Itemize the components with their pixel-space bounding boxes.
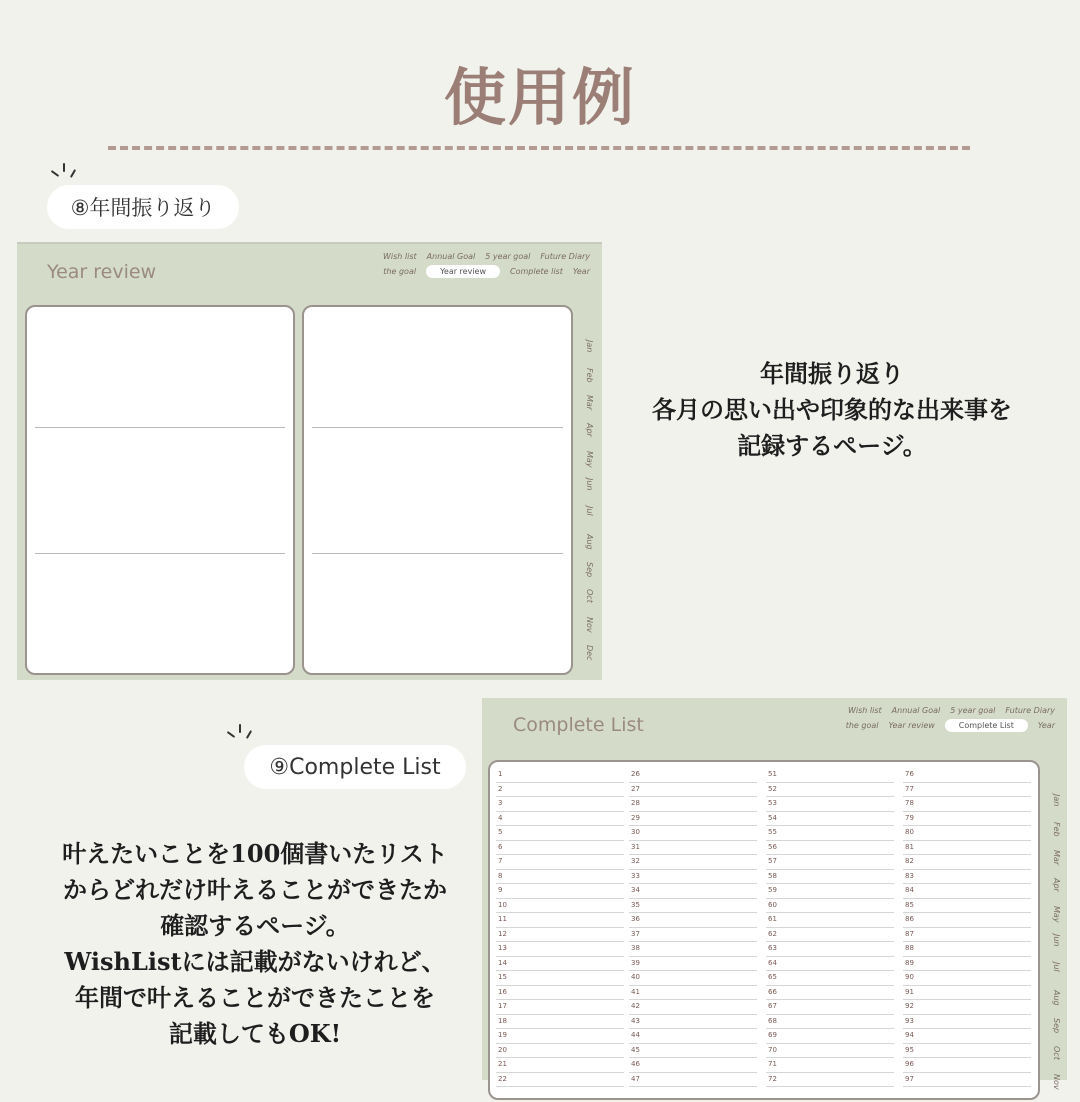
list-item[interactable]: [629, 1044, 757, 1059]
month-tab[interactable]: Dec: [585, 644, 594, 661]
list-item[interactable]: [629, 841, 757, 856]
nav-tab[interactable]: 5 year goal: [950, 706, 996, 715]
complete-list-page-title: Complete List: [513, 714, 644, 736]
list-item[interactable]: [766, 855, 894, 870]
month-tab[interactable]: Sep: [1052, 1018, 1061, 1034]
list-item-number: 97: [905, 1074, 914, 1083]
list-item[interactable]: [496, 768, 624, 783]
list-item-number: 8: [498, 871, 503, 880]
list-item[interactable]: [629, 884, 757, 899]
list-item-number: 13: [498, 944, 507, 952]
list-item-number: 79: [905, 813, 914, 822]
list-item-number: 67: [768, 1002, 777, 1010]
list-item-number: 94: [905, 1031, 914, 1039]
review-card-right: [302, 305, 573, 675]
list-column: [496, 768, 624, 1087]
month-tab[interactable]: Apr: [585, 423, 594, 437]
section-label-year-review: ⑧年間振り返り: [47, 185, 239, 229]
list-item-number: 27: [631, 784, 640, 793]
list-item[interactable]: [903, 1073, 1031, 1088]
nav-tab[interactable]: Annual Goal: [426, 252, 476, 261]
list-item[interactable]: [496, 884, 624, 899]
page-title: 使用例: [443, 61, 636, 134]
list-item[interactable]: [496, 870, 624, 885]
list-item[interactable]: [629, 971, 757, 986]
list-item[interactable]: [629, 957, 757, 972]
list-item-number: 40: [631, 973, 640, 981]
nav-tab[interactable]: Wish list: [848, 706, 882, 715]
month-tab[interactable]: Oct: [1052, 1046, 1061, 1060]
list-item[interactable]: [903, 1015, 1031, 1030]
complete-list-description: [30, 836, 480, 1052]
list-item[interactable]: [903, 855, 1031, 870]
month-index: [1052, 794, 1061, 1102]
list-column: [629, 768, 757, 1087]
list-item[interactable]: [766, 783, 894, 798]
list-item-number: 96: [905, 1060, 914, 1068]
list-item[interactable]: [496, 1044, 624, 1059]
list-item[interactable]: [903, 812, 1031, 827]
list-item[interactable]: [496, 1073, 624, 1088]
list-item[interactable]: [766, 899, 894, 914]
list-column: [766, 768, 894, 1087]
list-item-number: 42: [631, 1002, 640, 1010]
list-item[interactable]: [629, 1029, 757, 1044]
list-item[interactable]: [496, 1015, 624, 1030]
list-item-number: 14: [498, 958, 507, 967]
month-tab[interactable]: Mar: [585, 395, 594, 411]
list-item-number: 6: [498, 842, 503, 851]
list-item[interactable]: [496, 913, 624, 928]
list-item[interactable]: [496, 855, 624, 870]
month-tab[interactable]: Nov: [585, 616, 594, 633]
nav-tab[interactable]: Year: [572, 267, 590, 276]
list-item[interactable]: [496, 928, 624, 943]
month-tab[interactable]: Jan: [1052, 794, 1061, 807]
description-line: 各月の思い出や印象的な出来事を: [652, 395, 1012, 424]
list-item-number: 78: [905, 799, 914, 807]
list-item[interactable]: [766, 942, 894, 957]
list-item[interactable]: [766, 826, 894, 841]
year-review-description: [632, 356, 1032, 464]
month-tab[interactable]: Oct: [585, 589, 594, 604]
list-item[interactable]: [629, 1073, 757, 1088]
list-item-number: 83: [905, 871, 914, 880]
list-item-number: 9: [498, 886, 503, 894]
month-tab[interactable]: May: [585, 450, 594, 468]
list-item-number: 35: [631, 900, 640, 909]
list-item-number: 7: [498, 857, 503, 865]
list-item-number: 93: [905, 1016, 914, 1025]
list-item-number: 44: [631, 1031, 640, 1039]
nav-tab-active[interactable]: Year review: [426, 265, 500, 278]
list-item[interactable]: [766, 1058, 894, 1073]
list-item[interactable]: [496, 812, 624, 827]
review-card-left: [25, 305, 295, 675]
description-line: 記載してもOK!: [168, 1019, 342, 1048]
list-item[interactable]: [903, 986, 1031, 1001]
month-tab[interactable]: Aug: [585, 533, 594, 550]
list-item-number: 64: [768, 958, 777, 967]
list-item-number: 92: [905, 1002, 914, 1010]
month-tab[interactable]: Feb: [585, 367, 594, 383]
list-item-number: 53: [768, 799, 777, 807]
list-item-number: 65: [768, 973, 777, 981]
list-item[interactable]: [629, 1000, 757, 1015]
sparkle-icon: [48, 163, 82, 183]
list-item[interactable]: [629, 855, 757, 870]
list-item-number: 88: [905, 944, 914, 952]
month-tab[interactable]: Jan: [585, 340, 594, 353]
list-item[interactable]: [903, 899, 1031, 914]
list-item[interactable]: [629, 870, 757, 885]
list-item[interactable]: [903, 1044, 1031, 1059]
list-item[interactable]: [629, 986, 757, 1001]
list-item-number: 62: [768, 929, 777, 938]
list-item[interactable]: [766, 812, 894, 827]
list-item-number: 38: [631, 944, 640, 952]
list-item-number: 16: [498, 987, 507, 996]
month-tab[interactable]: Mar: [1052, 850, 1061, 866]
list-item[interactable]: [766, 870, 894, 885]
list-item-number: 84: [905, 886, 914, 894]
description-line: 記録するページ。: [737, 431, 927, 460]
description-line: WishListには記載がないけれど、: [64, 947, 446, 976]
list-item-number: 12: [498, 929, 507, 938]
list-item[interactable]: [766, 957, 894, 972]
sparkle-icon: [224, 724, 258, 744]
list-item[interactable]: [903, 768, 1031, 783]
list-item-number: 10: [498, 900, 507, 909]
list-item[interactable]: [496, 841, 624, 856]
list-item-number: 36: [631, 915, 640, 923]
list-item-number: 76: [905, 770, 914, 778]
list-item[interactable]: [629, 826, 757, 841]
title-divider: [108, 146, 970, 150]
description-line: 年間で叶えることができたことを: [75, 983, 435, 1012]
nav-tab[interactable]: 5 year goal: [485, 252, 531, 261]
complete-list-card: [488, 760, 1040, 1100]
description-line: 確認するページ。: [160, 911, 350, 940]
list-item[interactable]: [629, 1058, 757, 1073]
list-item-number: 89: [905, 958, 914, 967]
month-tab[interactable]: Jun: [1052, 934, 1061, 947]
list-item-number: 54: [768, 813, 777, 822]
list-item-number: 68: [768, 1016, 777, 1025]
month-index: [585, 340, 594, 672]
month-tab[interactable]: Aug: [1052, 990, 1061, 1006]
list-item-number: 28: [631, 799, 640, 807]
list-item-number: 1: [498, 770, 503, 778]
list-item-number: 34: [631, 886, 640, 894]
list-item-number: 19: [498, 1031, 507, 1039]
list-item-number: 70: [768, 1045, 777, 1054]
list-item[interactable]: [766, 768, 894, 783]
list-item[interactable]: [766, 884, 894, 899]
list-item[interactable]: [496, 1029, 624, 1044]
list-item[interactable]: [496, 971, 624, 986]
list-item-number: 66: [768, 987, 777, 996]
nav-row-1: [373, 252, 590, 261]
list-item-number: 37: [631, 929, 640, 938]
list-item-number: 32: [631, 857, 640, 865]
list-item[interactable]: [903, 884, 1031, 899]
nav-tab[interactable]: Year review: [888, 721, 935, 730]
list-item[interactable]: [629, 768, 757, 783]
list-item-number: 30: [631, 828, 640, 836]
list-item[interactable]: [496, 1058, 624, 1073]
list-item[interactable]: [766, 797, 894, 812]
nav-tab[interactable]: Future Diary: [540, 252, 590, 261]
list-item[interactable]: [629, 783, 757, 798]
section-label-complete-list: ⑨Complete List: [244, 745, 466, 789]
list-item-number: 56: [768, 842, 777, 851]
list-item[interactable]: [903, 1000, 1031, 1015]
list-item-number: 15: [498, 973, 507, 981]
list-item[interactable]: [766, 913, 894, 928]
list-item[interactable]: [496, 957, 624, 972]
list-item[interactable]: [496, 1000, 624, 1015]
list-item-number: 20: [498, 1045, 507, 1054]
list-item[interactable]: [903, 841, 1031, 856]
list-item-number: 55: [768, 828, 777, 836]
list-item[interactable]: [903, 826, 1031, 841]
list-item[interactable]: [629, 1015, 757, 1030]
list-item[interactable]: [766, 1073, 894, 1088]
month-tab[interactable]: Sep: [585, 561, 594, 577]
list-item[interactable]: [766, 1015, 894, 1030]
list-item-number: 21: [498, 1060, 507, 1068]
list-item[interactable]: [903, 957, 1031, 972]
month-tab[interactable]: Jul: [1052, 962, 1061, 972]
complete-list-page: [482, 698, 1067, 1090]
list-item-number: 41: [631, 987, 640, 996]
list-item-number: 22: [498, 1074, 507, 1083]
month-tab[interactable]: Jul: [585, 506, 594, 516]
list-item-number: 39: [631, 958, 640, 967]
list-item-number: 86: [905, 915, 914, 923]
nav-row-2: [373, 265, 590, 278]
list-item[interactable]: [903, 797, 1031, 812]
month-tab[interactable]: Nov: [1052, 1074, 1061, 1090]
list-column: [903, 768, 1031, 1087]
list-item-number: 91: [905, 987, 914, 996]
description-line: からどれだけ叶えることができたか: [63, 875, 447, 904]
list-item[interactable]: [496, 826, 624, 841]
year-review-page: [17, 242, 602, 680]
list-item-number: 52: [768, 784, 777, 793]
list-item[interactable]: [766, 1029, 894, 1044]
list-item[interactable]: [629, 899, 757, 914]
list-item-number: 33: [631, 871, 640, 880]
list-item[interactable]: [903, 870, 1031, 885]
list-item-number: 11: [498, 915, 507, 923]
nav-row-2: [836, 719, 1055, 732]
list-item[interactable]: [903, 783, 1031, 798]
list-item-number: 31: [631, 842, 640, 851]
list-item[interactable]: [496, 797, 624, 812]
list-item[interactable]: [766, 971, 894, 986]
list-item[interactable]: [496, 899, 624, 914]
nav-tab[interactable]: Wish list: [383, 252, 417, 261]
list-item-number: 85: [905, 900, 914, 909]
list-item[interactable]: [496, 942, 624, 957]
list-item-number: 5: [498, 828, 503, 836]
list-item-number: 47: [631, 1074, 640, 1083]
list-item[interactable]: [766, 928, 894, 943]
list-item[interactable]: [903, 928, 1031, 943]
list-item[interactable]: [903, 1029, 1031, 1044]
list-item-number: 4: [498, 813, 503, 822]
list-item[interactable]: [903, 971, 1031, 986]
list-item-number: 82: [905, 857, 914, 865]
list-item-number: 60: [768, 900, 777, 909]
list-item-number: 46: [631, 1060, 640, 1068]
list-item-number: 45: [631, 1045, 640, 1054]
list-item-number: 29: [631, 813, 640, 822]
list-item-number: 69: [768, 1031, 777, 1039]
list-item-number: 72: [768, 1074, 777, 1083]
nav-tab[interactable]: the goal: [383, 267, 417, 276]
nav-row-1: [838, 706, 1055, 715]
list-item[interactable]: [629, 942, 757, 957]
list-item-number: 2: [498, 784, 503, 793]
month-tab[interactable]: May: [1052, 906, 1061, 923]
list-item[interactable]: [629, 812, 757, 827]
month-tab[interactable]: Jun: [585, 478, 594, 491]
nav-tab[interactable]: Complete list: [510, 267, 563, 276]
year-review-page-title: Year review: [47, 261, 157, 283]
list-item-number: 61: [768, 915, 777, 923]
nav-tab[interactable]: Annual Goal: [891, 706, 941, 715]
list-item-number: 95: [905, 1045, 914, 1054]
list-item-number: 58: [768, 871, 777, 880]
list-item[interactable]: [629, 928, 757, 943]
list-item[interactable]: [496, 783, 624, 798]
list-item[interactable]: [903, 913, 1031, 928]
nav-tab-active[interactable]: Complete List: [945, 719, 1028, 732]
list-item[interactable]: [766, 1044, 894, 1059]
list-item-number: 17: [498, 1002, 507, 1010]
list-item[interactable]: [903, 1058, 1031, 1073]
list-item[interactable]: [496, 986, 624, 1001]
list-item-number: 63: [768, 944, 777, 952]
nav-tab[interactable]: Future Diary: [1005, 706, 1055, 715]
list-item[interactable]: [766, 841, 894, 856]
list-item-number: 26: [631, 770, 640, 778]
list-item[interactable]: [629, 913, 757, 928]
list-item[interactable]: [629, 797, 757, 812]
list-item-number: 3: [498, 799, 503, 807]
list-item-number: 77: [905, 784, 914, 793]
nav-tab[interactable]: Year: [1037, 721, 1055, 730]
list-item-number: 59: [768, 886, 777, 894]
month-tab[interactable]: Feb: [1052, 822, 1061, 837]
list-item[interactable]: [903, 942, 1031, 957]
list-item[interactable]: [766, 986, 894, 1001]
list-item-number: 71: [768, 1060, 777, 1068]
list-item-number: 43: [631, 1016, 640, 1025]
list-item-number: 87: [905, 929, 914, 938]
month-tab[interactable]: Apr: [1052, 878, 1061, 892]
list-item-number: 57: [768, 857, 777, 865]
list-item-number: 51: [768, 770, 777, 778]
description-line: 叶えたいことを100個書いたリスト: [62, 839, 448, 868]
list-item-number: 80: [905, 828, 914, 836]
list-item-number: 81: [905, 842, 914, 851]
description-line: 年間振り返り: [760, 359, 904, 388]
list-item-number: 90: [905, 973, 914, 981]
list-item-number: 18: [498, 1016, 507, 1025]
list-item[interactable]: [766, 1000, 894, 1015]
nav-tab[interactable]: the goal: [845, 721, 879, 730]
